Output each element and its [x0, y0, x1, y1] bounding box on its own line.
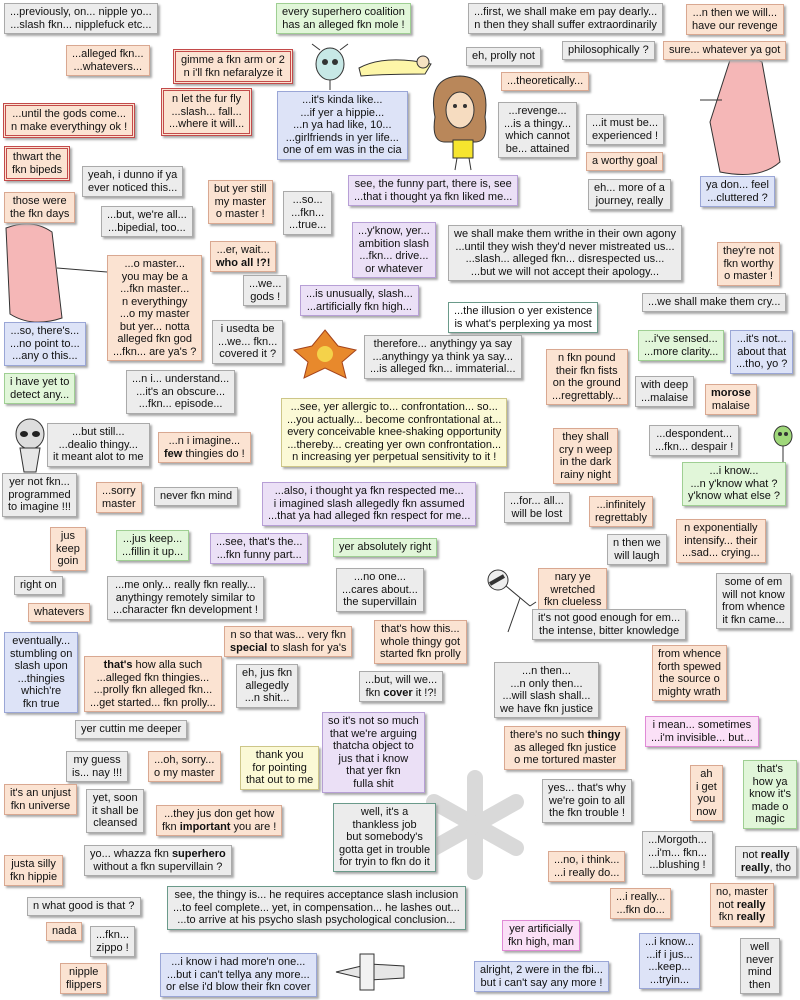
- speech-bubble: well, it's a thankless job but somebody's gotta get in trouble for tryin to fkn do it: [333, 803, 436, 872]
- speech-bubble: ...it's kinda like... ...if yer a hippie... ...n ya had like, 10... ...girlfriends in yer life... one of em was in the cia: [277, 91, 408, 160]
- speech-bubble: ...n i imagine... few thingies do !: [158, 432, 251, 463]
- speech-bubble: ...i know... ...if i jus... ...keep... ...tryin...: [639, 933, 700, 989]
- speech-bubble: ...Morgoth... ...i'm... fkn... ...blushing !: [642, 831, 713, 875]
- speech-bubble: right on: [14, 576, 63, 595]
- speech-bubble: philosophically ?: [562, 41, 655, 60]
- speech-bubble: ...so, there's... ...no point to... ...any o this...: [4, 322, 86, 366]
- speech-bubble: so it's not so much that we're arguing thatcha object to jus that i know that yer fkn fulla shit: [322, 712, 425, 793]
- hand-with-tool-icon: [330, 948, 410, 996]
- speech-bubble: justa silly fkn hippie: [4, 855, 63, 886]
- floating-figure-icon: [355, 48, 435, 82]
- speech-bubble: sure... whatever ya got: [663, 41, 786, 60]
- speech-bubble: that's how this... whole thingy got started fkn prolly: [374, 620, 467, 664]
- speech-bubble: nary ye wretched fkn clueless: [538, 568, 607, 612]
- speech-bubble: ...the illusion o yer existence is what's perplexing ya most: [448, 302, 598, 333]
- stick-figure-icon: [480, 562, 540, 644]
- speech-bubble: eh, jus fkn allegedly ...n shit...: [236, 664, 298, 708]
- speech-bubble: we shall make them writhe in their own agony ...until they wish they'd never mistreated us... ...slash... alleged fkn... disrespected us... ...but we will not accept their apology...: [448, 225, 682, 281]
- speech-bubble: never fkn mind: [154, 487, 238, 506]
- speech-bubble: well never mind then: [740, 938, 780, 994]
- speech-bubble: ...i really... ...fkn do...: [610, 888, 671, 919]
- pink-robed-villain-icon: [2, 218, 112, 328]
- speech-bubble: gimme a fkn arm or 2 n i'll fkn nefaralyze it: [173, 49, 293, 84]
- speech-bubble: n what good is that ?: [27, 897, 141, 916]
- speech-bubble: ...sorry master: [96, 482, 142, 513]
- speech-bubble: ya don... feel ...cluttered ?: [700, 176, 775, 207]
- speech-bubble: ...no one... ...cares about... the supervillain: [336, 568, 424, 612]
- speech-bubble: ...n then we will... have our revenge: [686, 4, 784, 35]
- speech-bubble: ...but, will we... fkn cover it !?!: [359, 671, 443, 702]
- speech-bubble: ...it's not... about that ...tho, yo ?: [730, 330, 793, 374]
- speech-bubble: yet, soon it shall be cleansed: [86, 789, 144, 833]
- speech-bubble: ...for... all... will be lost: [504, 492, 570, 523]
- speech-bubble: thwart the fkn bipeds: [4, 146, 70, 181]
- speech-bubble: nipple flippers: [60, 963, 107, 994]
- speech-bubble: ...also, i thought ya fkn respected me... i imagined slash allegedly fkn assumed ...that ya had alleged fkn respect for me...: [262, 482, 476, 526]
- speech-bubble: jus keep goin: [50, 527, 86, 571]
- speech-bubble: those were the fkn days: [4, 192, 75, 223]
- speech-bubble: yer cuttin me deeper: [75, 720, 187, 739]
- speech-bubble: yer artificially fkn high, man: [502, 920, 580, 951]
- speech-bubble: alright, 2 were in the fbi... but i can't say any more !: [474, 961, 609, 992]
- speech-bubble: ...we shall make them cry...: [642, 293, 786, 312]
- speech-bubble: some of em will not know from whence it fkn came...: [716, 573, 791, 629]
- speech-bubble: with deep ...malaise: [635, 376, 694, 407]
- speech-bubble: ...we... gods !: [243, 275, 287, 306]
- hippie-character-icon: [425, 72, 495, 172]
- speech-bubble: ...is unusually, slash... ...artificially fkn high...: [300, 285, 419, 316]
- alien-girl-icon: [302, 42, 357, 92]
- speech-bubble: every superhero coalition has an alleged fkn mole !: [276, 3, 411, 34]
- speech-bubble: ...see, that's the... ...fkn funny part...: [210, 533, 308, 564]
- speech-bubble: ...alleged fkn... ...whatevers...: [66, 45, 150, 76]
- speech-bubble: it's an unjust fkn universe: [4, 784, 77, 815]
- speech-bubble: ...jus keep... ...fillin it up...: [116, 530, 189, 561]
- speech-bubble: ...so... ...fkn... ...true...: [283, 191, 332, 235]
- speech-bubble: ...until the gods come... n make everythingy ok !: [3, 103, 135, 138]
- speech-bubble: ...i know i had more'n one... ...but i can't tellya any more... or else i'd blow their fkn cover: [160, 953, 317, 997]
- speech-bubble: a worthy goal: [586, 152, 663, 171]
- speech-bubble: they shall cry n weep in the dark rainy night: [553, 428, 618, 484]
- speech-bubble: therefore... anythingy ya say ...anythingy ya think ya say... ...is alleged fkn... immaterial...: [364, 335, 522, 379]
- speech-bubble: they're not fkn worthy o master !: [717, 242, 780, 286]
- speech-bubble: see, the funny part, there is, see ...that i thought ya fkn liked me...: [348, 175, 518, 206]
- speech-bubble: ...but still... ...dealio thingy... it meant alot to me: [47, 423, 150, 467]
- speech-bubble: not really really, tho: [735, 846, 797, 877]
- speech-bubble: ah i get you now: [690, 765, 723, 821]
- speech-bubble: ...first, we shall make em pay dearly... n then they shall suffer extraordinarily: [468, 3, 663, 34]
- speech-bubble: from whence forth spewed the source o mighty wrath: [652, 645, 727, 701]
- speech-bubble: ...but, we're all... ...bipedial, too...: [101, 206, 193, 237]
- speech-bubble: but yer still my master o master !: [208, 180, 273, 224]
- speech-bubble: i usedta be ...we... fkn... covered it ?: [212, 320, 283, 364]
- speech-bubble: nada: [46, 922, 82, 941]
- speech-bubble: ...oh, sorry... o my master: [148, 751, 221, 782]
- speech-bubble: there's no such thingy as alleged fkn justice o me tortured master: [504, 726, 626, 770]
- speech-bubble: ...see, yer allergic to... confrontation... so... ...you actually... become confrontational at... every conceivable knee-shaking opportunity ...thereby... creating yer own confrontation... n increasing yer perpetual sensitivity to it !: [281, 398, 507, 467]
- speech-bubble: yes... that's why we're goin to all the fkn trouble !: [542, 779, 632, 823]
- speech-bubble: ...it must be... experienced !: [586, 114, 664, 145]
- speech-bubble: yeah, i dunno if ya ever noticed this...: [82, 166, 183, 197]
- speech-bubble: ...they jus don get how fkn important you are !: [156, 805, 282, 836]
- asterisk-icon: [420, 770, 530, 880]
- speech-bubble: morose malaise: [705, 384, 757, 415]
- speech-bubble: see, the thingy is... he requires acceptance slash inclusion ...to feel complete... yet, in compensation... he lashes out... ...to arrive at his psycho slash psychological conclusion...: [167, 886, 466, 930]
- green-alien-icon: [768, 422, 798, 466]
- speech-bubble: n then we will laugh: [607, 534, 667, 565]
- speech-bubble: thank you for pointing that out to me: [240, 746, 319, 790]
- speech-bubble: ...n i... understand... ...it's an obscure... ...fkn... episode...: [126, 370, 235, 414]
- speech-bubble: that's how alla such ...alleged fkn thingies... ...prolly fkn alleged fkn... ...get started... fkn prolly...: [84, 656, 222, 712]
- fractal-icon: [290, 326, 360, 382]
- speech-bubble: eh... more of a journey, really: [588, 179, 671, 210]
- speech-bubble: whatevers: [28, 603, 90, 622]
- pink-robed-villain-icon: [700, 52, 790, 182]
- speech-bubble: that's how ya know it's made o magic: [743, 760, 797, 829]
- speech-bubble: it's not good enough for em... the intense, bitter knowledge: [532, 609, 686, 640]
- speech-bubble: my guess is... nay !!!: [66, 751, 128, 782]
- speech-bubble: ...theoretically...: [501, 72, 589, 91]
- speech-bubble: eventually... stumbling on slash upon ...thingies which're fkn true: [4, 632, 78, 713]
- speech-bubble: ...i know... ...n y'know what ? y'know what else ?: [682, 462, 786, 506]
- speech-bubble: ...despondent... ...fkn... despair !: [649, 425, 739, 456]
- speech-bubble: yer absolutely right: [333, 538, 437, 557]
- speech-bubble: ...revenge... ...is a thingy... which cannot be... attained: [498, 102, 577, 158]
- speech-bubble: n fkn pound their fkn fists on the ground ...regrettably...: [546, 349, 628, 405]
- speech-bubble: no, master not really fkn really: [710, 883, 774, 927]
- speech-bubble: n exponentially intensify... their ...sad... crying...: [676, 519, 766, 563]
- speech-bubble: i have yet to detect any...: [4, 373, 75, 404]
- speech-bubble: ...n then... ...n only then... ...will slash shall... we have fkn justice: [494, 662, 599, 718]
- speech-bubble: eh, prolly not: [466, 47, 541, 66]
- speech-bubble: ...fkn... zippo !: [90, 926, 135, 957]
- speech-bubble: n let the fur fly ...slash... fall... ...where it will...: [161, 88, 252, 136]
- grey-alien-icon: [10, 418, 50, 473]
- speech-bubble: i mean... sometimes ...i'm invisible... but...: [645, 716, 759, 747]
- speech-bubble: ...infinitely regrettably: [589, 496, 653, 527]
- speech-bubble: ...o master... you may be a ...fkn master... n everythingy ...o my master but yer... notta alleged fkn god ...fkn... are ya's ?: [107, 255, 202, 361]
- speech-bubble: ...no, i think... ...i really do...: [548, 851, 625, 882]
- speech-bubble: yer not fkn... programmed to imagine !!!: [2, 473, 77, 517]
- speech-bubble: ...i've sensed... ...more clarity...: [638, 330, 724, 361]
- speech-bubble: ...y'know, yer... ambition slash ...fkn... drive... or whatever: [352, 222, 436, 278]
- speech-bubble: yo... whazza fkn superhero without a fkn supervillain ?: [84, 845, 232, 876]
- speech-bubble: n so that was... very fkn special to slash for ya's: [224, 626, 352, 657]
- speech-bubble: ...me only... really fkn really... anythingy remotely similar to ...character fkn development !: [107, 576, 264, 620]
- speech-bubble: ...er, wait... who all !?!: [210, 241, 276, 272]
- speech-bubble: ...previously, on... nipple yo... ...slash fkn... nipplefuck etc...: [4, 3, 158, 34]
